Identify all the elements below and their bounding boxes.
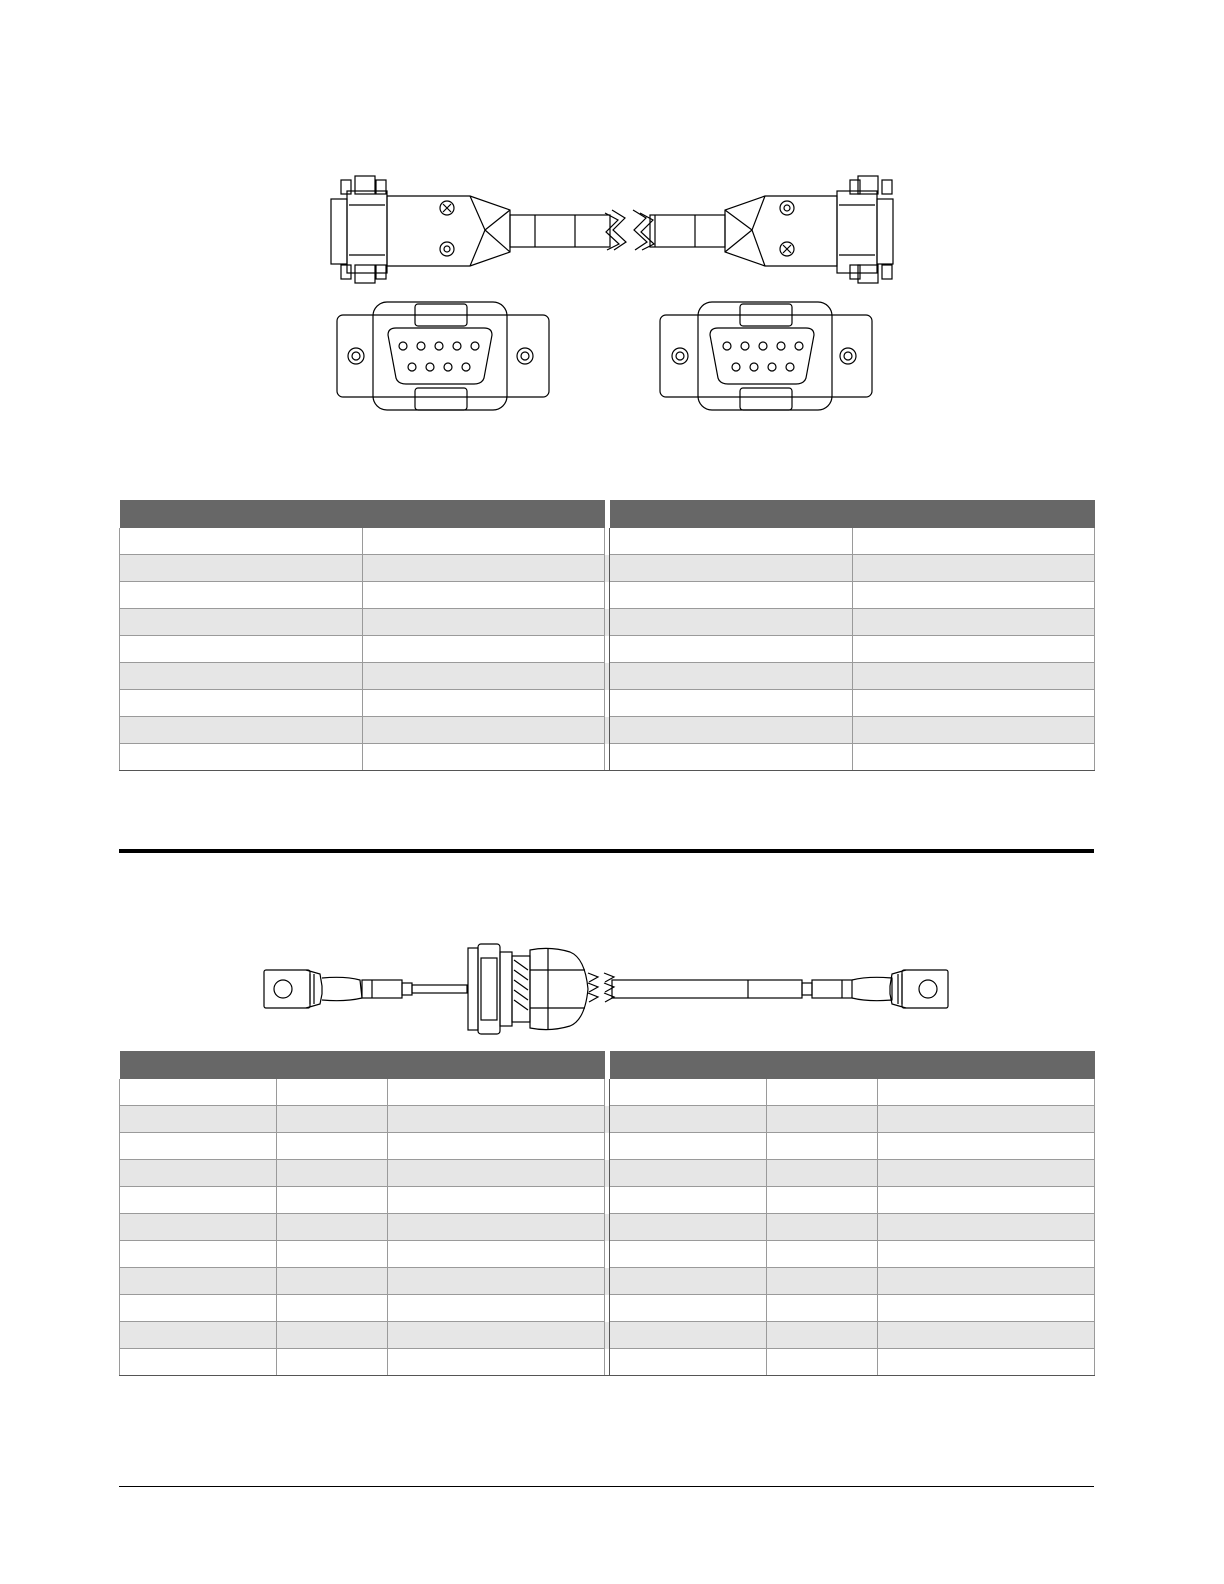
- right-connector-face-view: [660, 302, 872, 410]
- table-row: [120, 1241, 1095, 1268]
- footer-rule: [119, 1486, 1094, 1487]
- table-row: [120, 663, 1095, 690]
- serial-pinout-table: [119, 500, 1095, 771]
- left-connector-side-view: [331, 176, 619, 283]
- table-row: [120, 555, 1095, 582]
- table-row: [120, 717, 1095, 744]
- right-group-header: [610, 500, 1095, 528]
- table-row: [120, 1187, 1095, 1214]
- table-row: [120, 528, 1095, 555]
- left-group-header: [120, 1051, 605, 1079]
- section-divider: [119, 849, 1094, 853]
- left-connector-face-view: [337, 302, 549, 410]
- right-group-header: [610, 1051, 1095, 1079]
- table-row: [120, 1160, 1095, 1187]
- table-row: [120, 1106, 1095, 1133]
- table-row: [120, 1295, 1095, 1322]
- left-ring-terminal: [264, 970, 467, 1008]
- table-row: [120, 690, 1095, 717]
- cable-break-left: [588, 973, 598, 1002]
- table-row: [120, 582, 1095, 609]
- ground-cable-table: [119, 1051, 1095, 1376]
- table-row: [120, 1133, 1095, 1160]
- table-header-row: [120, 500, 1095, 528]
- table-row: [120, 1322, 1095, 1349]
- table-row: [120, 636, 1095, 663]
- right-connector-side-view: [640, 176, 893, 283]
- bulkhead-gland: [468, 944, 588, 1034]
- right-ring-terminal: [612, 970, 948, 1008]
- table-row: [120, 1268, 1095, 1295]
- db9-serial-cable-icon: [0, 0, 1224, 460]
- table-header-row: [120, 1051, 1095, 1079]
- table-row: [120, 1214, 1095, 1241]
- table-row: [120, 1349, 1095, 1376]
- table-row: [120, 1079, 1095, 1106]
- table-row: [120, 744, 1095, 771]
- left-group-header: [120, 500, 605, 528]
- ring-terminal-bulkhead-cable-icon: [0, 930, 1224, 1045]
- table-row: [120, 609, 1095, 636]
